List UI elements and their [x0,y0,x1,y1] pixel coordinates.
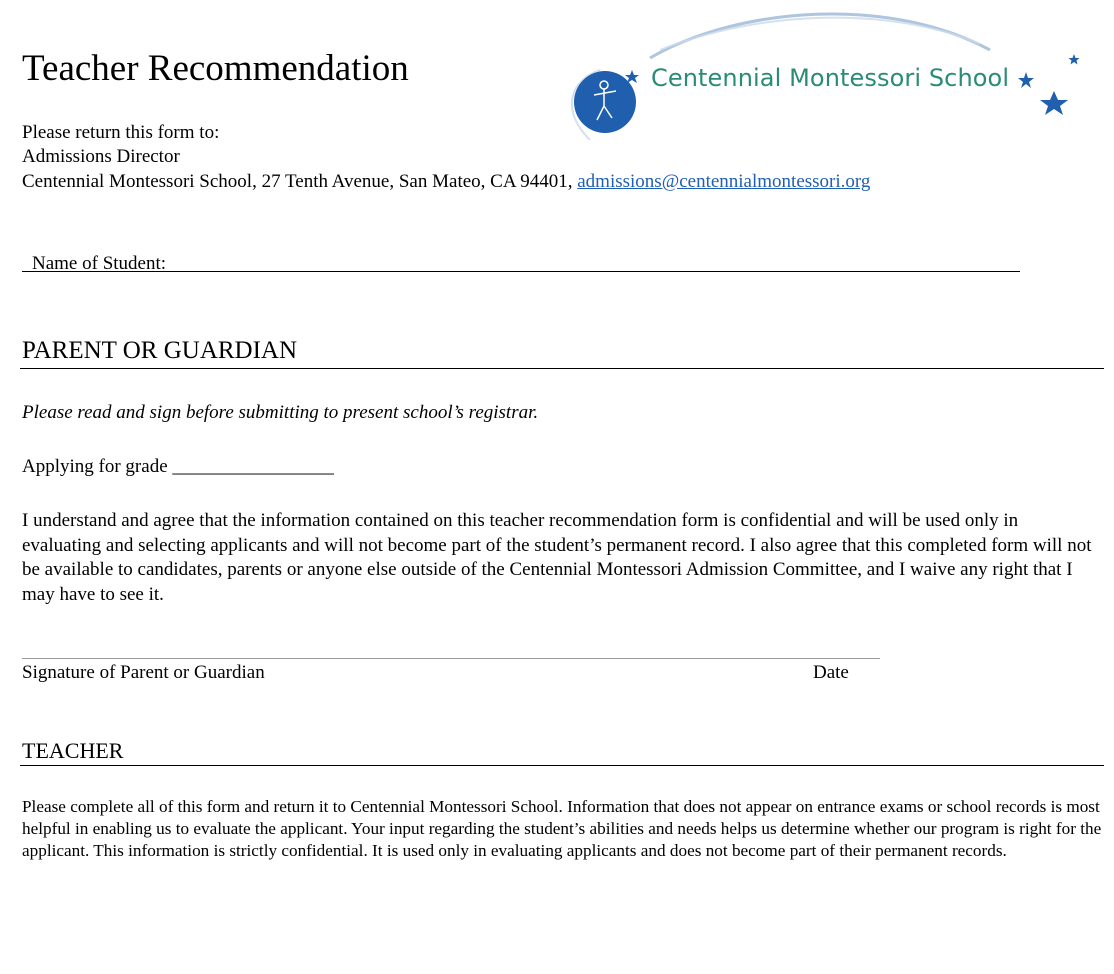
consent-paragraph: I understand and agree that the information contained on this teacher recommendation form is confidential and will be used only in evaluating and selecting applicants and will not become part of the student’s permanent record. I also agree that this completed form will not be available to candidates, parents or anyone else outside of the Centennial Montessori Admission Committee, and I waive any right that I may have to see it. [22,510,1092,605]
date-label: Date [813,662,849,683]
signature-label: Signature of Parent or Guardian [22,662,265,683]
return-instruction: Please return this form to: [22,122,220,143]
email-link[interactable]: admissions@centennialmontessori.org [577,171,871,192]
parent-section-heading: PARENT OR GUARDIAN [22,337,298,364]
page-title: Teacher Recommendation [22,48,409,89]
address-text: Centennial Montessori School, 27 Tenth Avenue, San Mateo, CA 94401, [22,171,578,192]
teacher-instructions: Please complete all of this form and return it to Centennial Montessori School. Information that does not appear on entrance exams or school records is most helpful in enabling us to evaluate the applicant. Your input regarding the student’s abilities and needs helps us determine whether our program is right for the applicant. This information is strictly confidential. It is used only in evaluating applicants and does not become part of their permanent records. [22,797,1102,860]
student-name-field[interactable] [22,271,1020,272]
return-recipient: Admissions Director [22,146,180,167]
teacher-section-heading: TEACHER [22,738,124,763]
return-address [22,170,870,194]
school-logo-text: Centennial Montessori School [651,64,1010,92]
section-divider [20,368,1104,369]
grade-field[interactable]: Applying for grade _________________ [22,456,334,477]
section-divider [20,765,1104,766]
student-name-label: Name of Student: [32,253,167,274]
signature-field[interactable] [22,658,880,659]
parent-instructions: Please read and sign before submitting to present school’s registrar. [22,402,539,423]
